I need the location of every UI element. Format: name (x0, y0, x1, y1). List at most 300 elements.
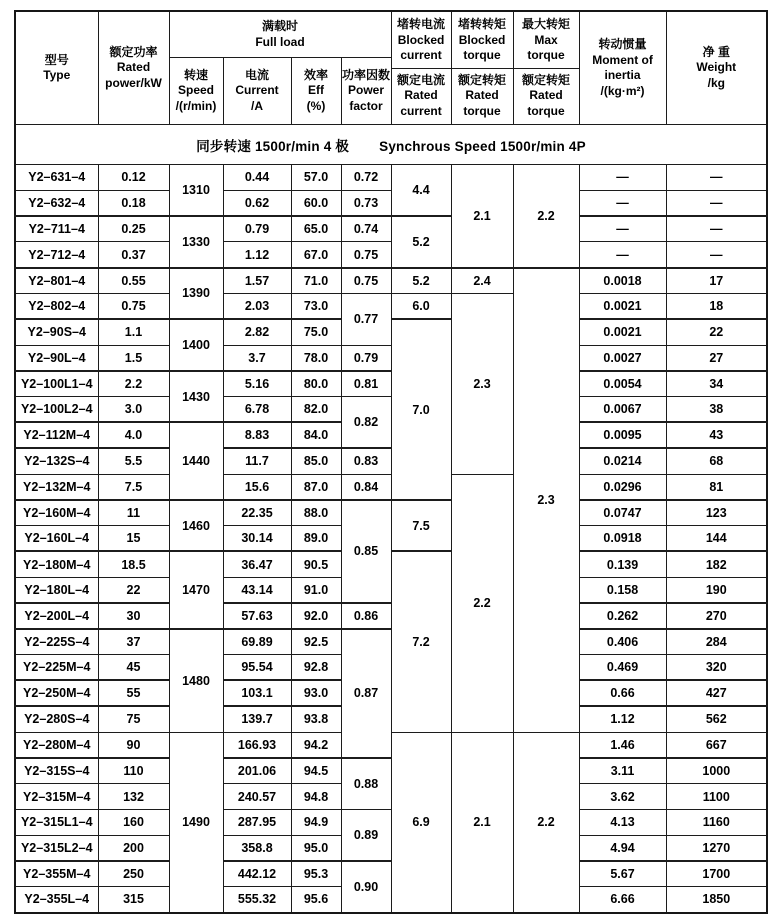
max-torque-denominator (514, 69, 579, 125)
cell-current: 0.79 (223, 216, 291, 242)
cell-current: 6.78 (223, 397, 291, 423)
col-header-current-en1: Current (235, 83, 279, 98)
max-torque-den-en1: Rated (529, 88, 563, 102)
cell-power-factor: 0.84 (341, 474, 391, 500)
cell-weight: 38 (666, 397, 767, 423)
cell-power-factor: 0.89 (341, 809, 391, 861)
cell-current: 43.14 (223, 577, 291, 603)
cell-type: Y2–132M–4 (15, 474, 98, 500)
blocked-current-num-en2: current (400, 48, 442, 62)
cell-speed: 1430 (169, 371, 223, 423)
cell-efficiency: 93.8 (291, 706, 341, 732)
cell-current: 11.7 (223, 448, 291, 474)
cell-weight: 1700 (666, 861, 767, 887)
cell-moment-of-inertia: 1.46 (579, 732, 666, 758)
table-row (15, 448, 767, 474)
cell-current: 2.03 (223, 293, 291, 319)
cell-weight: 562 (666, 706, 767, 732)
col-header-speed-en1: Speed (177, 83, 214, 98)
cell-current: 69.89 (223, 629, 291, 655)
cell-speed: 1400 (169, 319, 223, 371)
cell-moment-of-inertia: 0.469 (579, 655, 666, 681)
cell-type: Y2–632–4 (15, 190, 98, 216)
cell-type: Y2–802–4 (15, 293, 98, 319)
col-header-inertia-en3: /(kg·m²) (600, 83, 645, 98)
cell-blocked-current-ratio: 6.9 (391, 732, 451, 913)
cell-rated-power: 200 (98, 835, 169, 861)
cell-current: 103.1 (223, 680, 291, 706)
table-row (15, 500, 767, 526)
table-row (15, 732, 767, 758)
cell-weight: — (666, 190, 767, 216)
cell-weight: 320 (666, 655, 767, 681)
cell-efficiency: 95.6 (291, 887, 341, 913)
cell-rated-power: 3.0 (98, 397, 169, 423)
cell-power-factor: 0.75 (341, 242, 391, 268)
table-row (15, 474, 767, 500)
cell-max-torque-ratio: 2.2 (513, 732, 579, 913)
col-header-power-factor-en2: factor (349, 98, 383, 113)
cell-weight: 1270 (666, 835, 767, 861)
table-row (15, 397, 767, 423)
cell-moment-of-inertia: 0.406 (579, 629, 666, 655)
cell-efficiency: 78.0 (291, 345, 341, 371)
col-header-full-load (169, 11, 391, 58)
cell-rated-power: 0.18 (98, 190, 169, 216)
cell-current: 442.12 (223, 861, 291, 887)
blocked-torque-denominator (452, 69, 513, 125)
cell-current: 1.57 (223, 268, 291, 294)
cell-rated-power: 4.0 (98, 422, 169, 448)
cell-moment-of-inertia: 0.0018 (579, 268, 666, 294)
col-header-blocked-current (391, 11, 451, 125)
cell-current: 5.16 (223, 371, 291, 397)
blocked-current-den-en1: Rated (404, 88, 438, 102)
table-row (15, 809, 767, 835)
cell-efficiency: 82.0 (291, 397, 341, 423)
cell-type: Y2–100L2–4 (15, 397, 98, 423)
col-header-weight (666, 11, 767, 125)
cell-rated-power: 0.25 (98, 216, 169, 242)
cell-efficiency: 67.0 (291, 242, 341, 268)
cell-efficiency: 92.0 (291, 603, 341, 629)
col-header-max-torque (513, 11, 579, 125)
cell-rated-power: 250 (98, 861, 169, 887)
cell-power-factor: 0.75 (341, 268, 391, 294)
cell-weight: 18 (666, 293, 767, 319)
cell-type: Y2–315S–4 (15, 758, 98, 784)
cell-current: 287.95 (223, 809, 291, 835)
cell-rated-power: 0.37 (98, 242, 169, 268)
blocked-current-num-en1: Blocked (397, 32, 445, 47)
cell-moment-of-inertia: — (579, 190, 666, 216)
cell-current: 1.12 (223, 242, 291, 268)
cell-weight: 1850 (666, 887, 767, 913)
cell-power-factor: 0.83 (341, 448, 391, 474)
section-header-cn: 同步转速 1500r/min 4 极 (196, 138, 350, 154)
col-header-full-load-cn: 满载时 (262, 19, 299, 34)
cell-type: Y2–711–4 (15, 216, 98, 242)
cell-current: 95.54 (223, 655, 291, 681)
cell-type: Y2–355L–4 (15, 887, 98, 913)
col-header-efficiency-en2: (%) (306, 98, 326, 113)
cell-efficiency: 94.9 (291, 809, 341, 835)
col-header-blocked-torque (451, 11, 513, 125)
blocked-torque-den-en2: torque (463, 103, 501, 118)
cell-blocked-current-ratio: 6.0 (391, 293, 451, 319)
cell-power-factor: 0.86 (341, 603, 391, 629)
cell-type: Y2–180L–4 (15, 577, 98, 603)
max-torque-num-en2: torque (527, 48, 565, 62)
blocked-torque-num-en2: torque (463, 48, 501, 62)
cell-speed: 1330 (169, 216, 223, 268)
cell-weight: 22 (666, 319, 767, 345)
cell-blocked-torque-ratio: 2.4 (451, 268, 513, 294)
cell-weight: 81 (666, 474, 767, 500)
cell-moment-of-inertia: 0.0296 (579, 474, 666, 500)
col-header-weight-en1: Weight (696, 60, 737, 75)
cell-weight: 43 (666, 422, 767, 448)
cell-max-torque-ratio: 2.2 (513, 165, 579, 268)
cell-current: 36.47 (223, 551, 291, 577)
cell-type: Y2–200L–4 (15, 603, 98, 629)
col-header-type-cn: 型号 (44, 52, 69, 67)
col-header-efficiency-en1: Eff (308, 83, 324, 98)
header-row-1 (15, 11, 767, 58)
cell-blocked-torque-ratio: 2.2 (451, 474, 513, 732)
table-row (15, 758, 767, 784)
col-header-efficiency-cn: 效率 (303, 67, 328, 82)
cell-current: 2.82 (223, 319, 291, 345)
col-header-rated-power-en2: power/kW (105, 75, 162, 90)
cell-efficiency: 57.0 (291, 165, 341, 191)
blocked-torque-num-en1: Blocked (458, 32, 506, 47)
cell-weight: 190 (666, 577, 767, 603)
blocked-torque-den-cn: 额定转矩 (458, 72, 507, 87)
table-row (15, 268, 767, 294)
cell-current: 0.62 (223, 190, 291, 216)
table-row (15, 861, 767, 887)
cell-moment-of-inertia: 3.11 (579, 758, 666, 784)
cell-current: 240.57 (223, 784, 291, 810)
cell-type: Y2–100L1–4 (15, 371, 98, 397)
cell-weight: 1000 (666, 758, 767, 784)
cell-moment-of-inertia: 0.139 (579, 551, 666, 577)
blocked-current-denominator (392, 69, 451, 125)
cell-efficiency: 87.0 (291, 474, 341, 500)
cell-type: Y2–225S–4 (15, 629, 98, 655)
cell-blocked-current-ratio: 7.5 (391, 500, 451, 552)
col-header-type (15, 11, 98, 125)
blocked-current-den-en2: current (400, 103, 442, 118)
cell-weight: 34 (666, 371, 767, 397)
cell-weight: 123 (666, 500, 767, 526)
col-header-power-factor (341, 58, 391, 125)
cell-speed: 1480 (169, 629, 223, 732)
cell-rated-power: 18.5 (98, 551, 169, 577)
cell-current: 201.06 (223, 758, 291, 784)
cell-current: 22.35 (223, 500, 291, 526)
cell-type: Y2–315L2–4 (15, 835, 98, 861)
cell-type: Y2–180M–4 (15, 551, 98, 577)
cell-type: Y2–225M–4 (15, 655, 98, 681)
cell-rated-power: 110 (98, 758, 169, 784)
cell-type: Y2–90L–4 (15, 345, 98, 371)
cell-rated-power: 1.1 (98, 319, 169, 345)
table-row (15, 345, 767, 371)
col-header-inertia-en1: Moment of (592, 52, 653, 67)
cell-efficiency: 73.0 (291, 293, 341, 319)
cell-type: Y2–801–4 (15, 268, 98, 294)
cell-moment-of-inertia: 0.0747 (579, 500, 666, 526)
cell-rated-power: 315 (98, 887, 169, 913)
table-row (15, 216, 767, 242)
cell-speed: 1390 (169, 268, 223, 320)
cell-weight: 284 (666, 629, 767, 655)
blocked-torque-numerator (452, 12, 513, 69)
col-header-rated-power (98, 11, 169, 125)
cell-power-factor: 0.77 (341, 293, 391, 345)
cell-type: Y2–250M–4 (15, 680, 98, 706)
cell-moment-of-inertia: 0.0021 (579, 293, 666, 319)
cell-power-factor: 0.90 (341, 861, 391, 913)
cell-power-factor: 0.73 (341, 190, 391, 216)
cell-rated-power: 1.5 (98, 345, 169, 371)
cell-current: 555.32 (223, 887, 291, 913)
cell-efficiency: 85.0 (291, 448, 341, 474)
max-torque-num-en1: Max (534, 32, 558, 47)
cell-speed: 1460 (169, 500, 223, 552)
table-row (15, 603, 767, 629)
section-header-en: Synchrous Speed 1500r/min 4P (379, 138, 586, 154)
cell-current: 166.93 (223, 732, 291, 758)
table-row (15, 371, 767, 397)
cell-moment-of-inertia: 4.13 (579, 809, 666, 835)
cell-weight: 1100 (666, 784, 767, 810)
cell-efficiency: 94.5 (291, 758, 341, 784)
cell-type: Y2–355M–4 (15, 861, 98, 887)
cell-type: Y2–712–4 (15, 242, 98, 268)
cell-rated-power: 0.75 (98, 293, 169, 319)
cell-rated-power: 132 (98, 784, 169, 810)
cell-moment-of-inertia: 0.66 (579, 680, 666, 706)
blocked-torque-num-cn: 堵转转矩 (458, 17, 507, 31)
cell-rated-power: 0.12 (98, 165, 169, 191)
cell-moment-of-inertia: 5.67 (579, 861, 666, 887)
cell-weight: 667 (666, 732, 767, 758)
table-row (15, 190, 767, 216)
cell-weight: 17 (666, 268, 767, 294)
cell-rated-power: 15 (98, 526, 169, 552)
cell-speed: 1310 (169, 165, 223, 217)
col-header-weight-en2: /kg (707, 75, 725, 90)
cell-rated-power: 2.2 (98, 371, 169, 397)
col-header-speed-cn: 转速 (183, 67, 208, 82)
max-torque-numerator (514, 12, 579, 69)
cell-power-factor: 0.85 (341, 500, 391, 603)
cell-blocked-torque-ratio: 2.1 (451, 165, 513, 268)
cell-moment-of-inertia: 0.0095 (579, 422, 666, 448)
cell-rated-power: 5.5 (98, 448, 169, 474)
blocked-current-numerator (392, 12, 451, 69)
cell-type: Y2–112M–4 (15, 422, 98, 448)
blocked-current-num-cn: 堵转电流 (397, 17, 446, 31)
col-header-current (223, 58, 291, 125)
col-header-efficiency (291, 58, 341, 125)
cell-weight: 68 (666, 448, 767, 474)
cell-type: Y2–315L1–4 (15, 809, 98, 835)
cell-type: Y2–132S–4 (15, 448, 98, 474)
cell-speed: 1440 (169, 422, 223, 499)
col-header-weight-cn: 净 重 (702, 44, 730, 59)
cell-moment-of-inertia: 0.0918 (579, 526, 666, 552)
col-header-current-en2: /A (251, 98, 263, 113)
cell-power-factor: 0.72 (341, 165, 391, 191)
cell-moment-of-inertia: 0.0027 (579, 345, 666, 371)
cell-moment-of-inertia: 0.0021 (579, 319, 666, 345)
cell-power-factor: 0.79 (341, 345, 391, 371)
cell-current: 57.63 (223, 603, 291, 629)
cell-weight: 270 (666, 603, 767, 629)
cell-efficiency: 90.5 (291, 551, 341, 577)
cell-weight: 1160 (666, 809, 767, 835)
cell-efficiency: 91.0 (291, 577, 341, 603)
cell-efficiency: 93.0 (291, 680, 341, 706)
cell-efficiency: 75.0 (291, 319, 341, 345)
cell-current: 3.7 (223, 345, 291, 371)
cell-current: 0.44 (223, 165, 291, 191)
table-row (15, 165, 767, 191)
cell-weight: 144 (666, 526, 767, 552)
col-header-power-factor-en1: Power (348, 83, 385, 98)
cell-power-factor: 0.87 (341, 629, 391, 758)
cell-type: Y2–280M–4 (15, 732, 98, 758)
cell-type: Y2–90S–4 (15, 319, 98, 345)
cell-moment-of-inertia: 4.94 (579, 835, 666, 861)
cell-efficiency: 60.0 (291, 190, 341, 216)
cell-rated-power: 75 (98, 706, 169, 732)
col-header-type-en: Type (43, 68, 71, 82)
cell-efficiency: 84.0 (291, 422, 341, 448)
col-header-inertia-en2: inertia (604, 68, 641, 82)
col-header-inertia-cn: 转动惯量 (598, 37, 647, 51)
max-torque-den-en2: torque (527, 103, 565, 118)
cell-current: 139.7 (223, 706, 291, 732)
cell-rated-power: 22 (98, 577, 169, 603)
col-header-full-load-en: Full load (255, 34, 305, 49)
cell-type: Y2–280S–4 (15, 706, 98, 732)
cell-moment-of-inertia: 1.12 (579, 706, 666, 732)
cell-current: 15.6 (223, 474, 291, 500)
cell-efficiency: 92.5 (291, 629, 341, 655)
cell-type: Y2–631–4 (15, 165, 98, 191)
cell-current: 358.8 (223, 835, 291, 861)
cell-rated-power: 37 (98, 629, 169, 655)
cell-efficiency: 94.2 (291, 732, 341, 758)
col-header-current-cn: 电流 (244, 67, 269, 82)
cell-speed: 1470 (169, 551, 223, 628)
motor-spec-table (14, 10, 768, 914)
cell-efficiency: 88.0 (291, 500, 341, 526)
table-row (15, 319, 767, 345)
cell-rated-power: 0.55 (98, 268, 169, 294)
cell-rated-power: 11 (98, 500, 169, 526)
cell-moment-of-inertia: — (579, 165, 666, 191)
table-body (15, 165, 767, 913)
cell-efficiency: 71.0 (291, 268, 341, 294)
cell-power-factor: 0.82 (341, 397, 391, 449)
table-row (15, 629, 767, 655)
cell-current: 30.14 (223, 526, 291, 552)
cell-rated-power: 160 (98, 809, 169, 835)
cell-power-factor: 0.74 (341, 216, 391, 242)
cell-rated-power: 30 (98, 603, 169, 629)
cell-moment-of-inertia: 3.62 (579, 784, 666, 810)
cell-type: Y2–315M–4 (15, 784, 98, 810)
cell-efficiency: 95.0 (291, 835, 341, 861)
max-torque-num-cn: 最大转矩 (522, 17, 571, 31)
cell-blocked-torque-ratio: 2.3 (451, 293, 513, 474)
table-row (15, 242, 767, 268)
cell-efficiency: 92.8 (291, 655, 341, 681)
cell-blocked-current-ratio: 7.0 (391, 319, 451, 500)
cell-efficiency: 94.8 (291, 784, 341, 810)
cell-moment-of-inertia: 0.0054 (579, 371, 666, 397)
section-header-row (15, 125, 767, 165)
cell-moment-of-inertia: — (579, 242, 666, 268)
motor-spec-table-container (14, 10, 766, 914)
cell-blocked-current-ratio: 5.2 (391, 216, 451, 268)
table-row (15, 551, 767, 577)
cell-rated-power: 90 (98, 732, 169, 758)
cell-current: 8.83 (223, 422, 291, 448)
cell-efficiency: 95.3 (291, 861, 341, 887)
cell-weight: 182 (666, 551, 767, 577)
cell-weight: — (666, 165, 767, 191)
cell-blocked-current-ratio: 4.4 (391, 165, 451, 217)
cell-rated-power: 7.5 (98, 474, 169, 500)
cell-moment-of-inertia: 0.262 (579, 603, 666, 629)
cell-weight: — (666, 216, 767, 242)
cell-weight: — (666, 242, 767, 268)
section-header (15, 125, 767, 165)
cell-power-factor: 0.88 (341, 758, 391, 810)
cell-moment-of-inertia: 0.0214 (579, 448, 666, 474)
cell-blocked-current-ratio: 5.2 (391, 268, 451, 294)
blocked-torque-den-en1: Rated (465, 88, 499, 102)
cell-max-torque-ratio: 2.3 (513, 268, 579, 732)
col-header-rated-power-en1: Rated (116, 60, 151, 75)
cell-weight: 427 (666, 680, 767, 706)
col-header-rated-power-cn: 额定功率 (109, 44, 158, 59)
blocked-current-den-cn: 额定电流 (397, 72, 446, 87)
cell-type: Y2–160L–4 (15, 526, 98, 552)
cell-efficiency: 80.0 (291, 371, 341, 397)
cell-moment-of-inertia: 0.158 (579, 577, 666, 603)
cell-rated-power: 55 (98, 680, 169, 706)
cell-blocked-current-ratio: 7.2 (391, 551, 451, 732)
cell-moment-of-inertia: 6.66 (579, 887, 666, 913)
cell-power-factor: 0.81 (341, 371, 391, 397)
col-header-power-factor-cn: 功率因数 (342, 67, 391, 82)
cell-blocked-torque-ratio: 2.1 (451, 732, 513, 913)
cell-moment-of-inertia: 0.0067 (579, 397, 666, 423)
cell-weight: 27 (666, 345, 767, 371)
cell-efficiency: 65.0 (291, 216, 341, 242)
table-row (15, 293, 767, 319)
cell-efficiency: 89.0 (291, 526, 341, 552)
cell-type: Y2–160M–4 (15, 500, 98, 526)
